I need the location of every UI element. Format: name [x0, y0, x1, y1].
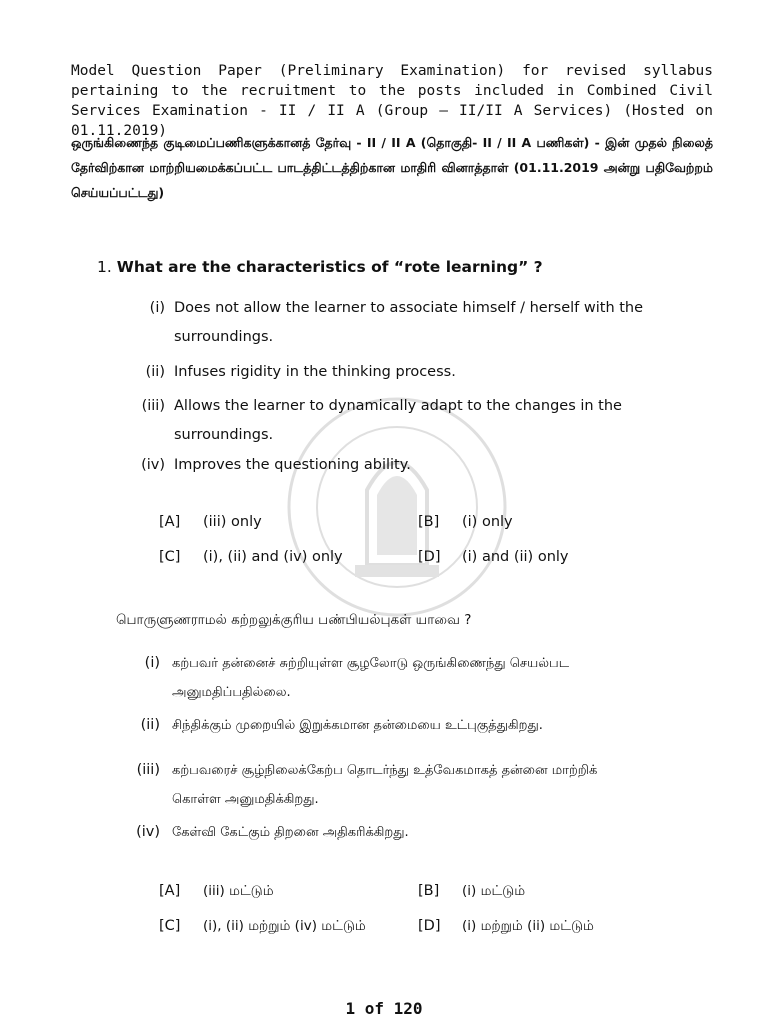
statement-text: கற்பவர் தன்னைச் சுற்றியுள்ள சூழலோடு ஒருங்கிணைந்து செயல்பட அனுமதிப்பதில்லை.: [172, 656, 570, 700]
statement-tamil-i: [144, 649, 642, 707]
choice-tag: [A]: [159, 883, 181, 899]
choice-tamil-d[interactable]: [418, 915, 594, 937]
statement-text: Improves the questioning ability.: [174, 457, 411, 473]
statement-text: சிந்திக்கும் முறையில் இறுக்கமான தன்மையை உட்புகுத்துகிறது.: [172, 718, 543, 733]
choice-text: (i) only: [462, 514, 513, 530]
statement-tamil-ii: [140, 711, 642, 740]
statement-number: (iii): [141, 398, 165, 414]
statement-iii: [141, 392, 654, 450]
choice-b[interactable]: [418, 511, 513, 533]
statement-ii: [145, 358, 654, 387]
statement-number: (iv): [136, 824, 160, 840]
question-number: 1.: [97, 258, 112, 276]
choice-tag: [D]: [418, 549, 441, 565]
statement-number: (iii): [136, 762, 160, 778]
statement-text: Infuses rigidity in the thinking process.: [174, 364, 456, 380]
statement-number: (i): [149, 300, 165, 316]
choice-tag: [B]: [418, 514, 440, 530]
question-title-tamil: பொருளுணராமல் கற்றலுக்குரிய பண்பியல்புகள் யாவை ?: [116, 612, 472, 628]
choice-tamil-a[interactable]: [159, 880, 274, 902]
statement-number: (iv): [141, 457, 165, 473]
statement-tamil-iii: [136, 756, 642, 814]
choice-tamil-c[interactable]: [159, 915, 366, 937]
choice-tag: [C]: [159, 549, 181, 565]
header-tamil: ஒருங்கிணைந்த குடிமைப்பணிகளுக்கானத் தேர்வு - II / II A (தொகுதி- II / II A பணிகள்) - இன் முதல் நிலைத் தேர்விற்கான மாற்றியமைக்கப்பட்ட பாடத்திட்டத்திற்கான மாதிரி வினாத்தாள் (01.11.2019 அன்று பதிவேற்றம் செய்யப்பட்டது): [71, 135, 713, 200]
question-title: [97, 256, 543, 278]
choice-text: (i) மட்டும்: [462, 883, 526, 899]
header-english: Model Question Paper (Preliminary Examination) for revised syllabus pertaining to the recruitment to the posts included in Combined Civil Services Examination - II / II A (Group – II/II A Services) (Hosted on 01.11.2019): [71, 63, 713, 139]
choice-tag: [C]: [159, 918, 181, 934]
statement-text: கேள்வி கேட்கும் திறனை அதிகரிக்கிறது.: [172, 825, 409, 840]
choice-tag: [D]: [418, 918, 441, 934]
statement-i: [149, 294, 654, 352]
statement-number: (ii): [140, 717, 160, 733]
choice-text: (iii) only: [203, 514, 262, 530]
choice-text: (i) மற்றும் (ii) மட்டும்: [462, 918, 594, 934]
statement-text: Does not allow the learner to associate himself / herself with the surroundings.: [174, 300, 644, 345]
choice-tamil-b[interactable]: [418, 880, 525, 902]
choice-c[interactable]: [159, 546, 343, 568]
choice-tag: [B]: [418, 883, 440, 899]
statement-text: Allows the learner to dynamically adapt to the changes in the surroundings.: [174, 398, 622, 443]
statement-number: (i): [144, 655, 160, 671]
choice-d[interactable]: [418, 546, 569, 568]
choice-a[interactable]: [159, 511, 262, 533]
statement-iv: [141, 451, 654, 480]
statement-number: (ii): [145, 364, 165, 380]
choice-text: (iii) மட்டும்: [203, 883, 274, 899]
question-text: What are the characteristics of “rote learning” ?: [116, 258, 543, 276]
choice-text: (i) and (ii) only: [462, 549, 569, 565]
choice-text: (i), (ii) and (iv) only: [203, 549, 343, 565]
choice-text: (i), (ii) மற்றும் (iv) மட்டும்: [203, 918, 366, 934]
choice-tag: [A]: [159, 514, 181, 530]
statement-tamil-iv: [136, 818, 642, 847]
page-number: 1 of 120: [345, 999, 423, 1018]
statement-text: கற்பவரைச் சூழ்நிலைக்கேற்ப தொடர்ந்து உத்வேகமாகத் தன்னை மாற்றிக் கொள்ள அனுமதிக்கிறது.: [172, 763, 598, 807]
